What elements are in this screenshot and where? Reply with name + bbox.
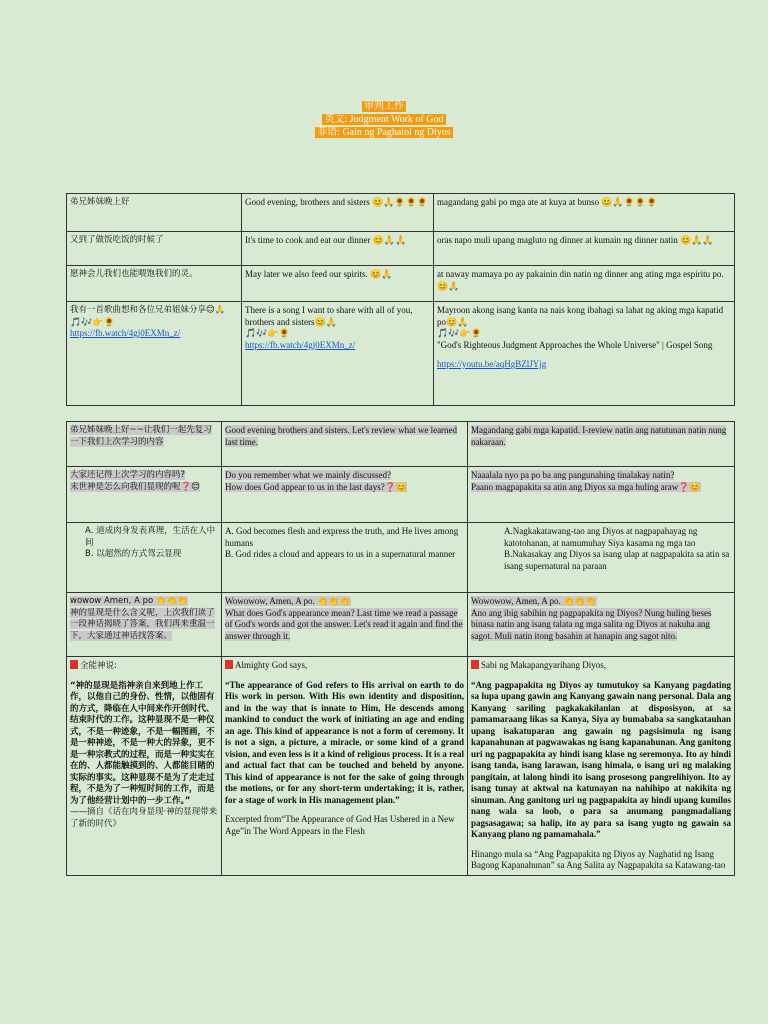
cell-cn <box>67 657 222 876</box>
table-row <box>67 422 735 467</box>
cell-en: May later we also feed our spirits. 😊🙏 <box>242 266 434 302</box>
cell-en <box>242 302 434 406</box>
song-intro-tl: Mayroon akong isang kanta na nais kong ibahagi sa lahat ng aking mga kapatid po😊🙏 <box>437 305 724 327</box>
question-2-cn: 末世神是怎么向我们显现的呢❓😊 <box>70 481 200 492</box>
table-row <box>67 194 735 232</box>
table-row <box>67 657 735 876</box>
review-intro-en: Good evening brothers and sisters. Let's review what we learned last time. <box>225 425 458 447</box>
song-intro-en: There is a song I want to share with all of you, brothers and sisters😊🙏 <box>245 305 413 327</box>
cell-cn <box>67 593 222 657</box>
cell-cn: 弟兄姊妹晚上好 <box>67 194 242 232</box>
cell-en <box>222 657 468 876</box>
cell-cn <box>67 302 242 406</box>
transition-en: What does God's appearance mean? Last time we read a passage of God's words and got the answer. Let's read it again and find the answer through it. <box>225 607 463 641</box>
book-icon <box>471 660 479 669</box>
question-1-en: Do you remember what we mainly discussed? <box>225 470 391 480</box>
emoji-row: 🎵🎶👉🌻 <box>437 328 482 338</box>
cell-en: It's time to cook and eat our dinner 😊🙏🙏 <box>242 232 434 266</box>
header-line-3: 菲语: Gain ng Paghatol ng Diyos <box>317 127 451 138</box>
quote-body-cn: “神的显现是指神亲自来到地上作工作，以他自己的身份、性情，以他固有的方式，降临在人中间来作开创时代、结束时代的工作。这种显现不是一种仪式，不是一种迹象，不是一幅图画，不是一种神迹，不是一种大的异象，更不是一种宗教式的过程，而是一种实实在在的、人都能触摸到的、人都能目睹的实际的事实。这种显现不是为了走走过程，不是为了一种短时间的工作，而是为了他经营计划中的一步工作。” <box>70 680 215 806</box>
cell-cn: 愿神会儿我们也能喂饱我们的灵。 <box>67 266 242 302</box>
table-row <box>67 467 735 523</box>
quote-heading-en: Almighty God says, <box>235 660 308 670</box>
table-row <box>67 232 735 266</box>
book-icon <box>70 660 78 669</box>
question-1-cn: 大家还记得上次学习的内容吗? <box>70 470 186 480</box>
option-b-en: B. God rides a cloud and appears to us in a supernatural manner <box>225 549 456 559</box>
quote-heading-cn: 全能神说: <box>80 661 117 671</box>
header-line-2: 英文: Judgment Work of God <box>324 114 444 125</box>
song-link-cn[interactable]: https://fb.watch/4gj0EXMn_z/ <box>70 328 181 338</box>
song-intro-cn: 我有一首歌曲想和各位兄弟姐妹分享😊🙏 <box>70 305 226 315</box>
cell-tl <box>468 593 735 657</box>
header-line-1: 审判工作 <box>364 101 404 112</box>
table-row <box>67 523 735 593</box>
option-b-cn: B. 以超然的方式驾云显现 <box>85 549 182 559</box>
song-link-en[interactable]: https://fb.watch/4gj0EXMn_z/ <box>245 339 356 350</box>
transition-tl: Ano ang ibig sabihin ng pagpapakita ng Diyos? Nung huling beses binasa natin ang isang talata ng mga salita ng Diyos at nakuha ang sagot. Muli natin itong basahin at hanapin ang sagot nito. <box>471 607 712 641</box>
cell-tl: at naway mamaya po ay pakainin din natin ng dinner ang ating mga espiritu po. 😊🙏 <box>434 266 735 302</box>
review-intro-tl: Magandang gabi mga kapatid. I-review natin ang natutunan natin nung nakaraan. <box>471 425 727 447</box>
quote-source-cn: ——摘自《话在肉身显现·神的显现带来了新的时代》 <box>70 807 218 829</box>
option-a-cn: A. 道成肉身发表真理，生活在人中间 <box>85 526 216 548</box>
cell-tl <box>468 657 735 876</box>
cell-en <box>222 467 468 523</box>
quote-source-en: Excerpted from“The Appearance of God Has Ushered in a New Age”in The Word Appears in the Flesh <box>225 814 455 836</box>
option-b-tl: B.Nakasakay ang Diyos sa isang ulap at nagpapakita sa atin sa isang supernatural na paraan <box>504 549 730 571</box>
transition-cn: 神的显现是什么含义呢，上次我们读了一段神话揭晓了答案，我们再来重温一下，大家通过神话找答案。 <box>70 607 215 641</box>
question-2-en: How does God appear to us in the last days?❓😊 <box>225 481 408 492</box>
review-intro-cn: 弟兄姊妹晚上好~~让我们一起先复习一下我们上次学习的内容 <box>70 425 212 447</box>
song-title: "God's Righteous Judgment Approaches the Whole Universe" | Gospel Song <box>437 339 713 350</box>
cell-tl <box>468 523 735 593</box>
review-table <box>66 421 735 876</box>
cell-tl: oras napo muli upang magluto ng dinner at kumain ng dinner natin 😊🙏🙏 <box>434 232 735 266</box>
cell-cn <box>67 467 222 523</box>
emoji-row: 🎵🎶👉🌻 <box>245 328 290 338</box>
cell-en <box>222 523 468 593</box>
cell-tl <box>468 467 735 523</box>
cell-en <box>222 593 468 657</box>
emoji-row: 🎵🎶👉🌻 <box>70 316 115 327</box>
cell-cn <box>67 523 222 593</box>
answer-tl: Wowowow, Amen, A po. 👏👏👏 <box>471 596 597 606</box>
cell-tl <box>434 302 735 406</box>
option-a-tl: A.Nagkakatawang-tao ang Diyos at nagpapahayag ng katotohanan, at namumuhay Siya kasama ng mga tao <box>504 526 698 548</box>
table-row <box>67 266 735 302</box>
greeting-table <box>66 193 735 406</box>
quote-heading-tl: Sabi ng Makapangyarihang Diyos, <box>481 660 606 670</box>
quote-source-tl: Hinango mula sa “Ang Pagpapakita ng Diyos ay Naghatid ng Isang Bagong Kapanahunan” sa Ang Salita ay Nagpapakita sa Katawang-tao <box>471 848 726 870</box>
question-2-tl: Paano magpapakita sa atin ang Diyos sa mga huling araw❓😊 <box>471 481 701 492</box>
table-row <box>67 302 735 406</box>
book-icon <box>225 660 233 669</box>
document-header <box>0 100 768 139</box>
cell-tl: magandang gabi po mga ate at kuya at bunso 😊🙏🌻🌻🌻 <box>434 194 735 232</box>
quote-body-tl: “Ang pagpapakita ng Diyos ay tumutukoy sa Kanyang pagdating sa lupa upang gawin ang Kanyang gawain nang personal. Dala ang Kanyang sariling pagkakakilanlan at disposisyon, at sa pamamaraang likas sa Kanya, Siya ay bumababa sa sangkatauhan upang isakatuparan ang gawain ng pagsisimula ng isang kapanahunan at pagwawakas ng isang kapanahunan. Ang ganitong uri ng pagpapakita ay hindi isang klase ng seremonya. Ito ay hindi isang tanda, isang larawan, isang himala, o isang uri ng malaking pangitain, at lalong hindi ito isang prosesong pangrelihiyon. Ito ay isang tunay at aktwal na katunayan na nahihipo at nakikita ng sinuman. Ang ganitong uri ng pagpapakita ay hindi upang kumilos nang wala sa loob, o para sa anumang pangmadaliang pagsasagawa; sa halip, ito ay para sa isang yugto ng gawain sa Kanyang plano ng pamamahala.” <box>471 679 731 839</box>
cell-cn: 又到了做饭吃饭的时候了 <box>67 232 242 266</box>
table-row <box>67 593 735 657</box>
cell-en: Good evening, brothers and sisters 😊🙏🌻🌻🌻 <box>242 194 434 232</box>
question-1-tl: Naaalala nyo pa po ba ang pangunahing tinalakay natin? <box>471 470 675 480</box>
option-a-en: A. God becomes flesh and express the truth, and He lives among humans <box>225 526 459 548</box>
answer-en: Wowowow, Amen, A po. 👏👏👏 <box>225 596 351 606</box>
answer-cn: wowow Amen, A po 👏👏👏 <box>70 596 188 606</box>
cell-tl <box>468 422 735 467</box>
quote-body-en: “The appearance of God refers to His arrival on earth to do His work in person. With His own identity and disposition, and in the way that is innate to Him, He descends among mankind to conduct the work of initiating an age and ending an age. This kind of appearance is not a form of ceremony. It is not a sign, a picture, a miracle, or some kind of a grand vision, and even less is it a kind of religious process. It is a real and actual fact that can be touched and beheld by anyone. This kind of appearance is not for the sake of going through the motions, or for any short-term undertaking; it is, rather, for a stage of work in His management plan.” <box>225 679 464 805</box>
cell-cn <box>67 422 222 467</box>
cell-en <box>222 422 468 467</box>
song-link-tl[interactable]: https://youtu.be/aqHgBZlJYjg <box>437 359 547 369</box>
